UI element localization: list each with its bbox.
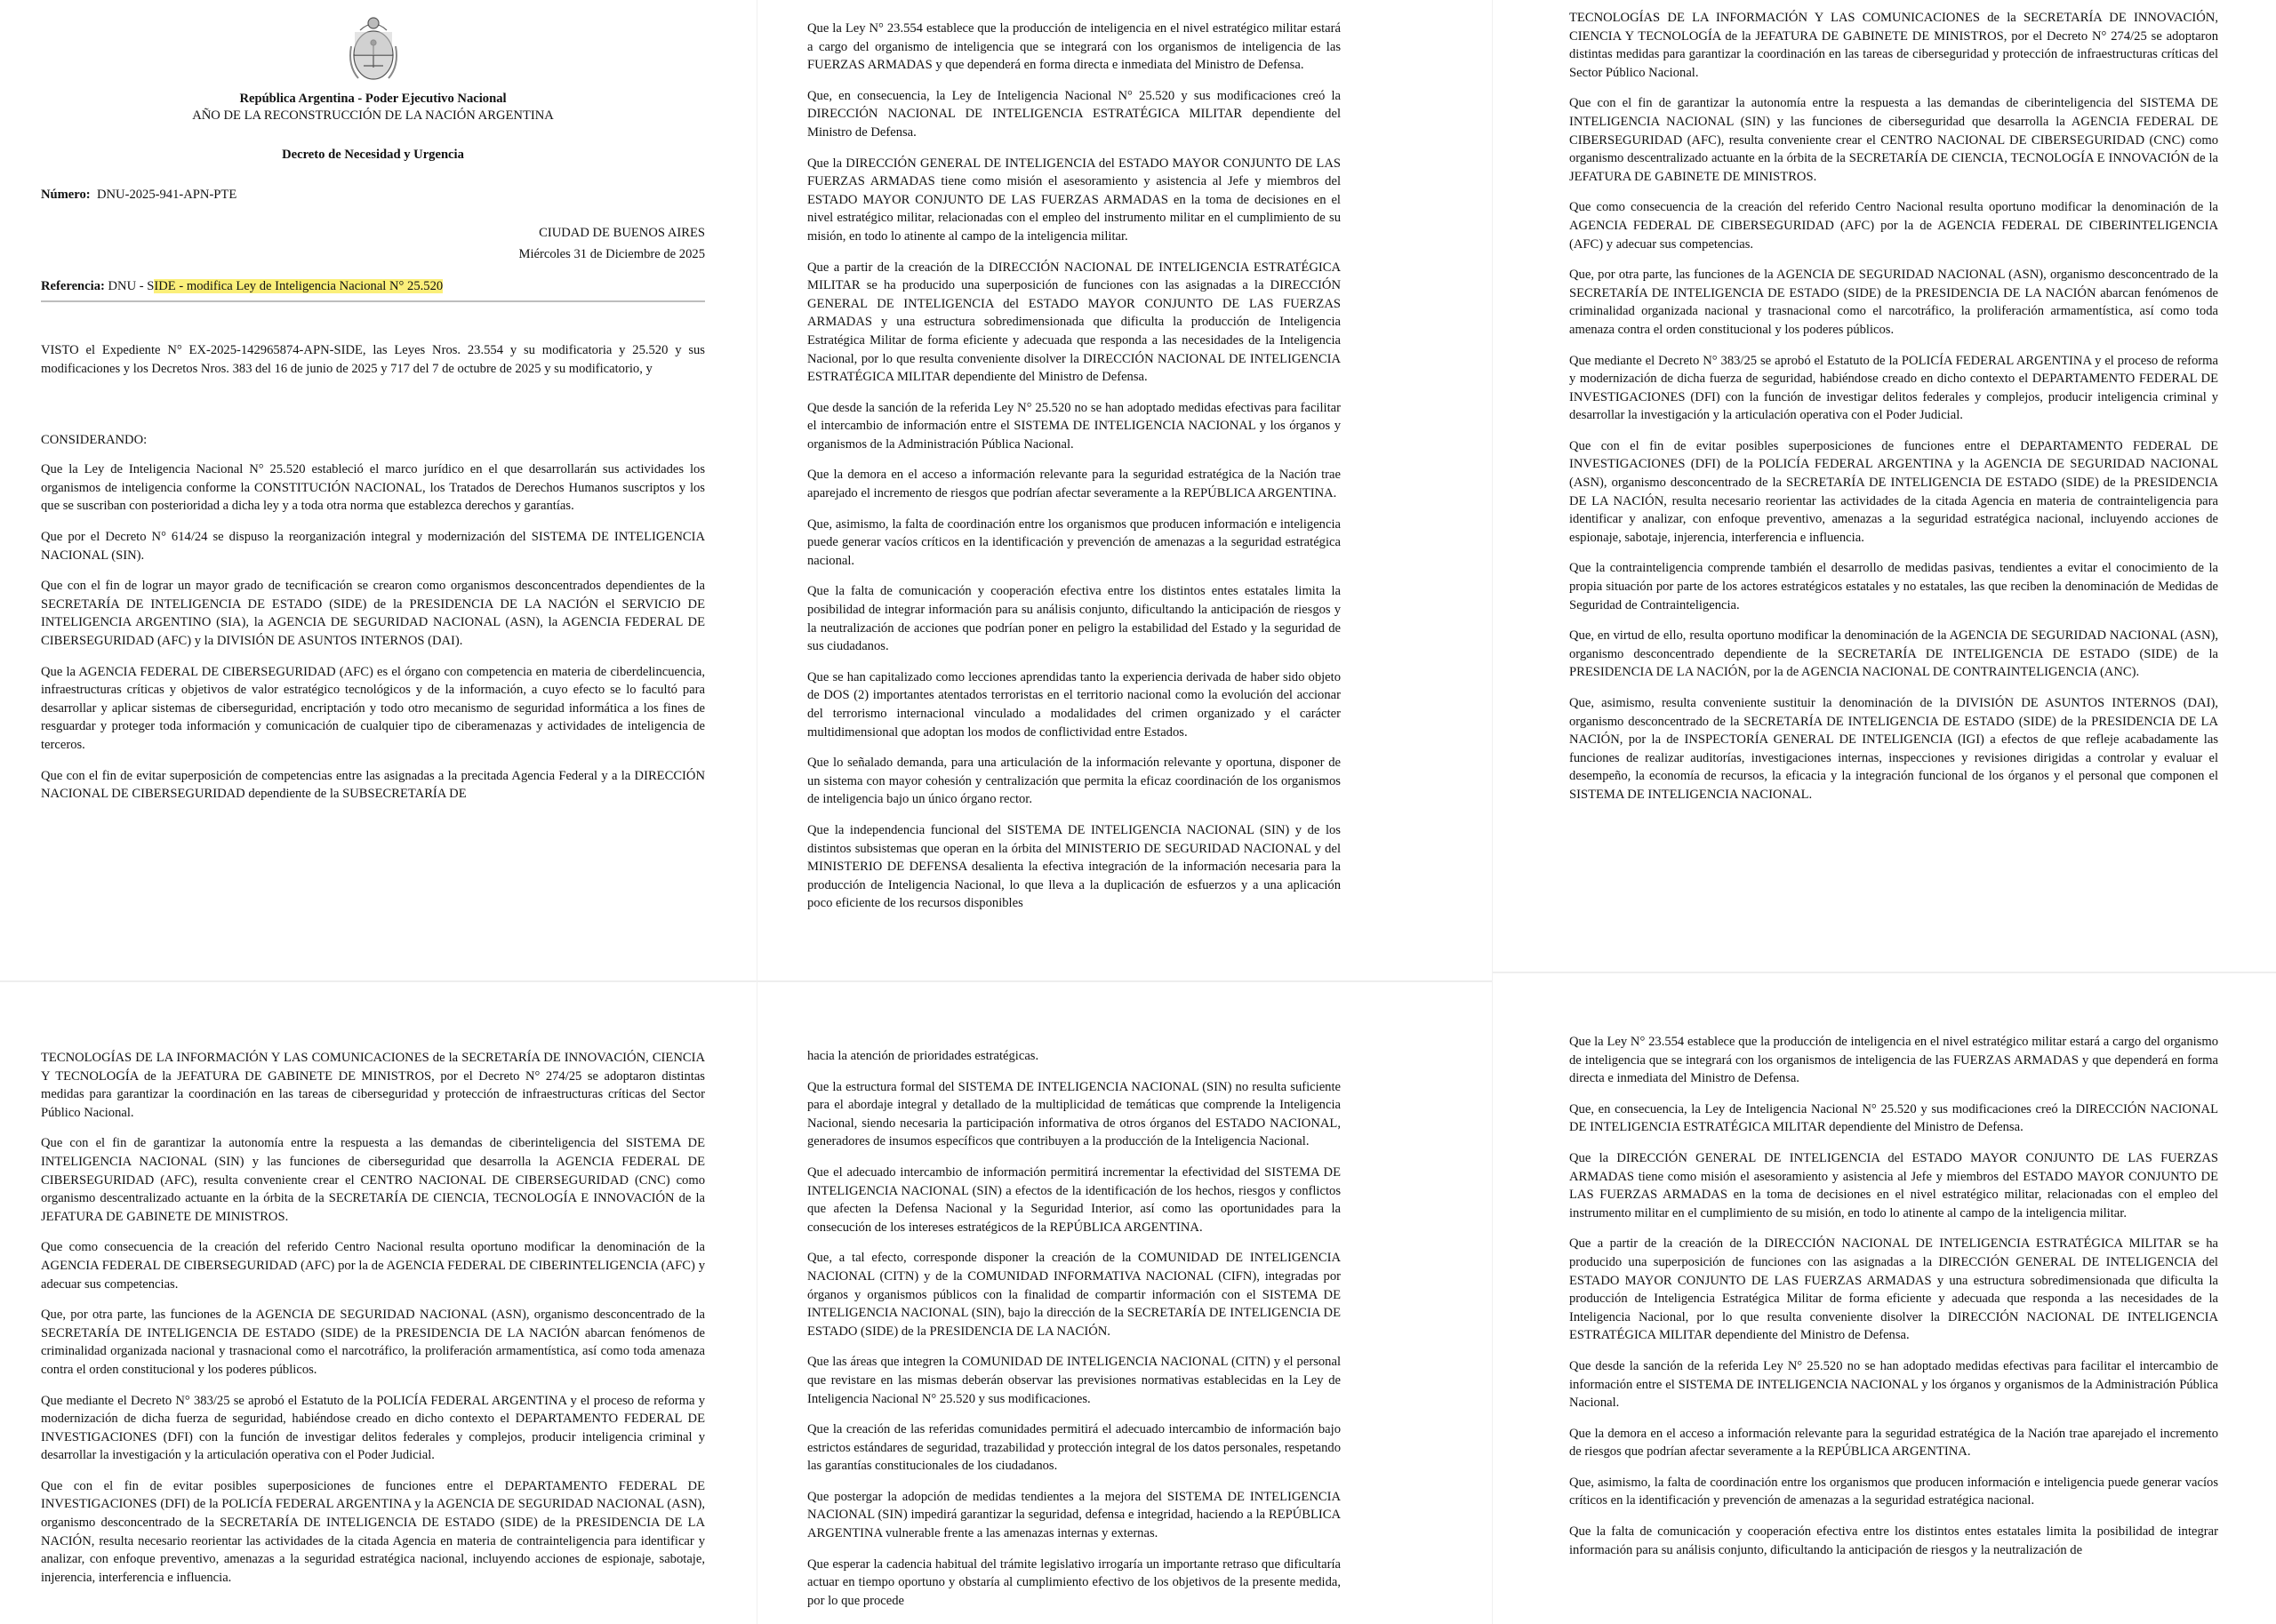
paragraph: Que la DIRECCIÓN GENERAL DE INTELIGENCIA del ESTADO MAYOR CONJUNTO DE LAS FUERZAS ARMADAS tiene como misión el asesoramiento y asistencia al Jefe y miembros del ESTADO MAYOR CONJUNTO DE LAS FUERZAS ARMADAS en la toma de decisiones en el nivel estratégico militar, relacionadas con el empleo del instrumento militar en el cumplimiento de su misión, en todo lo atinente al campo de la inteligencia militar.	[1569, 1150, 2218, 1220]
paragraph: hacia la atención de prioridades estratégicas.	[807, 1049, 1039, 1063]
paragraph: Que la independencia funcional del SISTEMA DE INTELIGENCIA NACIONAL (SIN) y de los distintos subsistemas que operan en la órbita del MINISTERIO DE SEGURIDAD NACIONAL y del MINISTERIO DE DEFENSA desalienta la efectiva integración de la información necesaria para la producción de Inteligencia Nacional, lo que lleva a la duplicación de esfuerzos y a una aplicación poco eficiente de los recursos disponibles	[807, 822, 1341, 911]
paragraph: Que la AGENCIA FEDERAL DE CIBERSEGURIDAD (AFC) es el órgano con competencia en materia de ciberdelincuencia, infraestructuras críticas y objetivos de valor estratégico tecnológicos y de la información, a cuyo efecto se lo facultó para desarrollar y aplicar sistemas de ciberseguridad, encriptación y todo otro mecanismo de seguridad informática a los fines de resguardar y proteger toda información y comunicación de cualquier tipo de ciberamenazas y actividades de inteligencia de terceros.	[41, 664, 705, 752]
paragraph: Que la DIRECCIÓN GENERAL DE INTELIGENCIA del ESTADO MAYOR CONJUNTO DE LAS FUERZAS ARMADAS tiene como misión el asesoramiento y asistencia al Jefe y miembros del ESTADO MAYOR CONJUNTO DE LAS FUERZAS ARMADAS en la toma de decisiones en el nivel estratégico militar, relacionadas con el empleo del instrumento militar en el cumplimiento de su misión, en todo lo atinente al campo de la inteligencia militar.	[807, 156, 1341, 244]
paragraph: Que, por otra parte, las funciones de la AGENCIA DE SEGURIDAD NACIONAL (ASN), organismo desconcentrado de la SECRETARÍA DE INTELIGENCIA DE ESTADO (SIDE) de la PRESIDENCIA DE LA NACIÓN abarcan fenómenos de criminalidad organizada nacional y trasnacional como el narcotráfico, la proliferación armamentística, así como toda amenaza contra el orden constitucional y los poderes públicos.	[41, 1308, 705, 1377]
ref-label: Referencia:	[41, 279, 105, 293]
document-city: CIUDAD DE BUENOS AIRES	[539, 226, 705, 240]
considerando-heading: CONSIDERANDO:	[41, 433, 148, 448]
page-divider	[1493, 972, 2276, 973]
paragraph: Que se han capitalizado como lecciones aprendidas tanto la experiencia derivada de haber sido objeto de DOS (2) importantes atentados terroristas en el territorio nacional como la evolución del accionar del terrorismo internacional vinculado a modalidades del crimen organizado y el carácter multidimensional que adoptan los modos de conflictividad entre Estados.	[807, 669, 1341, 740]
paragraph: TECNOLOGÍAS DE LA INFORMACIÓN Y LAS COMUNICACIONES de la SECRETARÍA DE INNOVACIÓN, CIENCIA Y TECNOLOGÍA de la JEFATURA DE GABINETE DE MINISTROS, por el Decreto N° 274/25 se adoptaron distintas medidas para garantizar la coordinación en las tareas de ciberseguridad y protección de infraestructuras críticas del Sector Público Nacional.	[41, 1051, 705, 1120]
paragraph: Que la creación de las referidas comunidades permitirá el adecuado intercambio de información bajo estrictos estándares de seguridad, trazabilidad y protección integral de los datos personales, respetando las garantías constitucionales de los ciudadanos.	[807, 1422, 1341, 1474]
paragraph: Que la estructura formal del SISTEMA DE INTELIGENCIA NACIONAL (SIN) no resulta suficiente para el abordaje integral y detallado de la multiplicidad de temáticas que comprende la Inteligencia Nacional, siendo necesaria la participación informativa de otros órganos del ESTADO NACIONAL, generadores de insumos específicos que contribuyen a la producción de la Inteligencia Nacional.	[807, 1079, 1341, 1149]
page-1	[0, 0, 757, 978]
paragraph: Que con el fin de evitar posibles superposiciones de funciones entre el DEPARTAMENTO FEDERAL DE INVESTIGACIONES (DFI) de la POLICÍA FEDERAL ARGENTINA y la AGENCIA DE SEGURIDAD NACIONAL (ASN), organismo desconcentrado de la SECRETARÍA DE INTELIGENCIA DE ESTADO (SIDE) de la PRESIDENCIA DE LA NACIÓN, resulta necesario reorientar las actividades de la citada Agencia en materia de contrainteligencia para identificar y analizar, con enfoque preventivo, amenazas a la seguridad estratégica nacional, incluyendo acciones de espionaje, sabotaje, injerencia, interferencia e influencia.	[41, 1478, 705, 1585]
argentina-coat-of-arms-icon	[346, 11, 401, 85]
paragraph: Que con el fin de garantizar la autonomía entre la respuesta a las demandas de ciberinteligencia del SISTEMA DE INTELIGENCIA NACIONAL (SIN) y las funciones de ciberseguridad que desarrolla la AGENCIA FEDERAL DE CIBERSEGURIDAD (AFC), resulta conveniente crear el CENTRO NACIONAL DE CIBERSEGURIDAD (CNC) como organismo descentralizado actuante en la órbita de la SECRETARÍA DE CIENCIA, TECNOLOGÍA E INNOVACIÓN de la JEFATURA DE GABINETE DE MINISTROS.	[41, 1136, 705, 1224]
numero-label: Número:	[41, 188, 91, 202]
paragraph: Que con el fin de garantizar la autonomía entre la respuesta a las demandas de ciberinteligencia del SISTEMA DE INTELIGENCIA NACIONAL (SIN) y las funciones de ciberseguridad que desarrolla la AGENCIA FEDERAL DE CIBERSEGURIDAD (AFC), resulta conveniente crear el CENTRO NACIONAL DE CIBERSEGURIDAD (CNC) como organismo descentralizado actuante en la órbita de la SECRETARÍA DE CIENCIA, TECNOLOGÍA E INNOVACIÓN de la JEFATURA DE GABINETE DE MINISTROS.	[1569, 96, 2218, 184]
document-number	[41, 188, 705, 203]
visto-paragraph: VISTO el Expediente N° EX-2025-142965874-APN-SIDE, las Leyes Nros. 23.554 y su modificatoria y 25.520 y sus modificaciones y los Decretos Nros. 383 del 16 de junio de 2025 y 717 del 7 de octubre de 2025 y su modificatorio, y	[41, 343, 705, 376]
paragraph: Que, en consecuencia, la Ley de Inteligencia Nacional N° 25.520 y sus modificaciones creó la DIRECCIÓN NACIONAL DE INTELIGENCIA ESTRATÉGICA MILITAR dependiente del Ministro de Defensa.	[1569, 1101, 2218, 1135]
paragraph: Que, asimismo, la falta de coordinación entre los organismos que producen información e inteligencia puede generar vacíos críticos en la identificación y prevención de amenazas a la seguridad estratégica nacional.	[807, 516, 1341, 568]
paragraph: Que, en virtud de ello, resulta oportuno modificar la denominación de la AGENCIA DE SEGURIDAD NACIONAL (ASN), organismo desconcentrado dependiente de la SECRETARÍA DE INTELIGENCIA DE ESTADO (SIDE) de la PRESIDENCIA DE LA NACIÓN, por la de AGENCIA NACIONAL DE CONTRAINTELIGENCIA (ANC).	[1569, 628, 2218, 680]
page-1-body	[41, 460, 705, 804]
paragraph: Que, en consecuencia, la Ley de Inteligencia Nacional N° 25.520 y sus modificaciones creó la DIRECCIÓN NACIONAL DE INTELIGENCIA ESTRATÉGICA MILITAR dependiente del Ministro de Defensa.	[807, 88, 1341, 140]
page-3	[1493, 0, 2276, 969]
paragraph: Que esperar la cadencia habitual del trámite legislativo irrogaría un importante retraso que dificultaría actuar en tiempo oportuno y obstaría al cumplimiento efectivo de los objetivos de la presente medida, por lo que procede	[807, 1556, 1341, 1608]
ref-highlight: IDE - modifica Ley de Inteligencia Nacional N° 25.520	[154, 279, 444, 293]
paragraph: Que con el fin de evitar posibles superposiciones de funciones entre el DEPARTAMENTO FEDERAL DE INVESTIGACIONES (DFI) de la POLICÍA FEDERAL ARGENTINA y la AGENCIA DE SEGURIDAD NACIONAL (ASN), organismo desconcentrado de la SECRETARÍA DE INTELIGENCIA DE ESTADO (SIDE) de la PRESIDENCIA DE LA NACIÓN, resulta necesario reorientar las actividades de la citada Agencia en materia de contrainteligencia para identificar y analizar, con enfoque preventivo, amenazas a la seguridad estratégica nacional, incluyendo acciones de espionaje, sabotaje, injerencia, interferencia e influencia.	[1569, 438, 2218, 545]
paragraph: Que el adecuado intercambio de información permitirá incrementar la efectividad del SISTEMA DE INTELIGENCIA NACIONAL (SIN) a efectos de la identificación de los hechos, riesgos y conflictos que afecten la Defensa Nacional y la Seguridad Interior, así como las oportunidades para la consecución de los intereses estratégicos de la REPÚBLICA ARGENTINA.	[807, 1164, 1341, 1235]
paragraph: Que la falta de comunicación y cooperación efectiva entre los distintos entes estatales limita la posibilidad de integrar información para su análisis conjunto, dificultando la anticipación de riesgos y la neutralización de acciones que podrían poner en peligro la estabilidad del Estado y la seguridad de sus ciudadanos.	[807, 584, 1341, 654]
page-6	[1493, 974, 2276, 1624]
document-reference	[41, 279, 705, 302]
paragraph: Que como consecuencia de la creación del referido Centro Nacional resulta oportuno modificar la denominación de la AGENCIA FEDERAL DE CIBERSEGURIDAD (AFC) por la de AGENCIA FEDERAL DE CIBERINTELIGENCIA (AFC) y adecuar sus competencias.	[1569, 200, 2218, 252]
paragraph: Que, por otra parte, las funciones de la AGENCIA DE SEGURIDAD NACIONAL (ASN), organismo desconcentrado de la SECRETARÍA DE INTELIGENCIA DE ESTADO (SIDE) de la PRESIDENCIA DE LA NACIÓN abarcan fenómenos de criminalidad organizada nacional y trasnacional como el narcotráfico, la proliferación armamentística, así como toda amenaza contra el orden constitucional y los poderes públicos.	[1569, 268, 2218, 337]
document-title: Decreto de Necesidad y Urgencia	[282, 148, 464, 162]
paragraph: Que, asimismo, resulta conveniente sustituir la denominación de la DIVISIÓN DE ASUNTOS INTERNOS (DAI), organismo desconcentrado de la SECRETARÍA DE INTELIGENCIA DE ESTADO (SIDE) de la PRESIDENCIA DE LA NACIÓN, por la de INSPECTORÍA GENERAL DE INTELIGENCIA (IGI) a efectos de que refleje acabadamente las funciones de realizar auditorías, investigaciones internas, inspecciones y revisiones dirigidas a controlar y evaluar el desempeño, la economía de recursos, la eficacia y la integración funcional de los órganos y el personal que componen el SISTEMA DE INTELIGENCIA NACIONAL.	[1569, 696, 2218, 802]
paragraph: Que la Ley N° 23.554 establece que la producción de inteligencia en el nivel estratégico militar estará a cargo del organismo de inteligencia que se integrará con los organismos de inteligencia de las FUERZAS ARMADAS y que dependerá en forma directa e inmediata del Ministro de Defensa.	[1569, 1035, 2218, 1086]
paragraph: Que desde la sanción de la referida Ley N° 25.520 no se han adoptado medidas efectivas para facilitar el intercambio de información entre el SISTEMA DE INTELIGENCIA NACIONAL y los órganos y organismos de la Administración Pública Nacional.	[1569, 1358, 2218, 1411]
paragraph: Que postergar la adopción de medidas tendientes a la mejora del SISTEMA DE INTELIGENCIA NACIONAL (SIN) impedirá garantizar la seguridad, defensa e integridad, haciendo a la REPÚBLICA ARGENTINA vulnerable frente a las amenazas internas y externas.	[807, 1489, 1341, 1541]
page-4	[0, 983, 757, 1624]
paragraph: Que con el fin de evitar superposición de competencias entre las asignadas a la precitada Agencia Federal y a la DIRECCIÓN NACIONAL DE CIBERSEGURIDAD dependiente de la SUBSECRETARÍA DE	[41, 768, 705, 802]
paragraph: Que mediante el Decreto N° 383/25 se aprobó el Estatuto de la POLICÍA FEDERAL ARGENTINA y el proceso de reforma y modernización de dicha fuerza de seguridad, habiéndose creado en dicho contexto el DEPARTAMENTO FEDERAL DE INVESTIGACIONES (DFI) con la función de investigar delitos federales y complejos, producir inteligencia criminal y desarrollar la investigación y la articulación operativa con el Poder Judicial.	[1569, 353, 2218, 423]
page-5	[757, 983, 1492, 1624]
paragraph: Que con el fin de lograr un mayor grado de tecnificación se crearon como organismos desconcentrados dependientes de la SECRETARÍA DE INTELIGENCIA DE ESTADO (SIDE) de la PRESIDENCIA DE LA NACIÓN el SERVICIO DE INTELIGENCIA ARGENTINO (SIA), la AGENCIA DE SEGURIDAD NACIONAL (ASN), la AGENCIA FEDERAL DE CIBERSEGURIDAD (AFC) y la DIVISIÓN DE ASUNTOS INTERNOS (DAI).	[41, 579, 705, 648]
paragraph: TECNOLOGÍAS DE LA INFORMACIÓN Y LAS COMUNICACIONES de la SECRETARÍA DE INNOVACIÓN, CIENCIA Y TECNOLOGÍA de la JEFATURA DE GABINETE DE MINISTROS, por el Decreto N° 274/25 se adoptaron distintas medidas para garantizar la coordinación en las tareas de ciberseguridad y protección de infraestructuras críticas del Sector Público Nacional.	[1569, 11, 2218, 80]
document-date: Miércoles 31 de Diciembre de 2025	[518, 247, 705, 261]
ref-prefix: DNU - S	[108, 279, 155, 293]
header-year-motto: AÑO DE LA RECONSTRUCCIÓN DE LA NACIÓN ARGENTINA	[192, 108, 554, 123]
paragraph: Que la contrainteligencia comprende también el desarrollo de medidas pasivas, tendientes a evitar el conocimiento de la propia situación por parte de los actores estratégicos estatales y no estatales, las que reciben la denominación de Medidas de Seguridad de Contrainteligencia.	[1569, 561, 2218, 612]
numero-value: DNU-2025-941-APN-PTE	[96, 188, 237, 202]
paragraph: Que desde la sanción de la referida Ley N° 25.520 no se han adoptado medidas efectivas para facilitar el intercambio de información entre el SISTEMA DE INTELIGENCIA NACIONAL y los órganos y organismos de la Administración Pública Nacional.	[807, 400, 1341, 452]
paragraph: Que a partir de la creación de la DIRECCIÓN NACIONAL DE INTELIGENCIA ESTRATÉGICA MILITAR se ha producido una superposición de funciones con las asignadas a la DIRECCIÓN GENERAL DE INTELIGENCIA del ESTADO MAYOR CONJUNTO DE LAS FUERZAS ARMADAS y una estructura sobredimensionada que dificulta la producción de Inteligencia Estratégica Militar de forma eficiente y adecuada que responda a las necesidades de la Inteligencia Nacional, por lo que resulta conveniente disolver la DIRECCIÓN NACIONAL DE INTELIGENCIA ESTRATÉGICA MILITAR dependiente del Ministro de Defensa.	[807, 260, 1341, 385]
page-divider	[0, 980, 757, 982]
paragraph: Que la falta de comunicación y cooperación efectiva entre los distintos entes estatales limita la posibilidad de integrar información para su análisis conjunto, dificultando la anticipación de riesgos y la neutralización de	[1569, 1524, 2218, 1557]
page-2	[757, 0, 1492, 978]
paragraph: Que, asimismo, la falta de coordinación entre los organismos que producen información e inteligencia puede generar vacíos críticos en la identificación y prevención de amenazas a la seguridad estratégica nacional.	[1569, 1475, 2218, 1508]
paragraph: Que por el Decreto N° 614/24 se dispuso la reorganización integral y modernización del SISTEMA DE INTELIGENCIA NACIONAL (SIN).	[41, 529, 705, 563]
paragraph: Que la Ley N° 23.554 establece que la producción de inteligencia en el nivel estratégico militar estará a cargo del organismo de inteligencia que se integrará con los organismos de inteligencia de las FUERZAS ARMADAS y que dependerá en forma directa e inmediata del Ministro de Defensa.	[807, 21, 1341, 73]
paragraph: Que las áreas que integren la COMUNIDAD DE INTELIGENCIA NACIONAL (CITN) y el personal que revistare en las mismas deberán observar las previsiones normativas establecidas en la Ley de Inteligencia Nacional N° 25.520 y sus modificaciones.	[807, 1355, 1341, 1406]
paragraph: Que la demora en el acceso a información relevante para la seguridad estratégica de la Nación trae aparejado el incremento de riesgos que podrían afectar severamente a la REPÚBLICA ARGENTINA.	[807, 468, 1341, 501]
paragraph: Que mediante el Decreto N° 383/25 se aprobó el Estatuto de la POLICÍA FEDERAL ARGENTINA y el proceso de reforma y modernización de dicha fuerza de seguridad, habiéndose creado en dicho contexto el DEPARTAMENTO FEDERAL DE INVESTIGACIONES (DFI) con la función de investigar delitos federales y complejos, producir inteligencia criminal y desarrollar la investigación y la articulación operativa con el Poder Judicial.	[41, 1393, 705, 1463]
paragraph: Que a partir de la creación de la DIRECCIÓN NACIONAL DE INTELIGENCIA ESTRATÉGICA MILITAR se ha producido una superposición de funciones con las asignadas a la DIRECCIÓN GENERAL DE INTELIGENCIA del ESTADO MAYOR CONJUNTO DE LAS FUERZAS ARMADAS y una estructura sobredimensionada que dificulta la producción de Inteligencia Estratégica Militar de forma eficiente y adecuada que responda a las necesidades de la Inteligencia Nacional, por lo que resulta conveniente disolver la DIRECCIÓN NACIONAL DE INTELIGENCIA ESTRATÉGICA MILITAR dependiente del Ministro de Defensa.	[1569, 1236, 2218, 1343]
paragraph: Que la demora en el acceso a información relevante para la seguridad estratégica de la Nación trae aparejado el incremento de riesgos que podrían afectar severamente a la REPÚBLICA ARGENTINA.	[1569, 1426, 2218, 1460]
paragraph: Que como consecuencia de la creación del referido Centro Nacional resulta oportuno modificar la denominación de la AGENCIA FEDERAL DE CIBERSEGURIDAD (AFC) por la de AGENCIA FEDERAL DE CIBERINTELIGENCIA (AFC) y adecuar sus competencias.	[41, 1240, 705, 1292]
page-divider	[757, 980, 1492, 982]
paragraph: Que la Ley de Inteligencia Nacional N° 25.520 estableció el marco jurídico en el que desarrollarán sus actividades los organismos de inteligencia conforme la CONSTITUCIÓN NACIONAL, los Tratados de Derechos Humanos suscriptos y los que se suscriban con posterioridad a dicha ley y a toda otra norma que establezca derechos y garantías.	[41, 462, 705, 514]
paragraph: Que lo señalado demanda, para una articulación de la información relevante y oportuna, disponer de un sistema con mayor cohesión y centralización que permita la eficaz coordinación de los organismos de inteligencia bajo un único órgano rector.	[807, 756, 1341, 807]
paragraph: Que, a tal efecto, corresponde disponer la creación de la COMUNIDAD DE INTELIGENCIA NACIONAL (CITN) y de la COMUNIDAD INFORMATIVA NACIONAL (CIFN), integradas por órganos y organismos públicos con la finalidad de compartir información con el SISTEMA DE INTELIGENCIA NACIONAL (SIN), bajo la dirección de la SECRETARÍA DE INTELIGENCIA DE ESTADO (SIDE) de la PRESIDENCIA DE LA NACIÓN.	[807, 1251, 1341, 1339]
header-republica: República Argentina - Poder Ejecutivo Nacional	[239, 92, 507, 106]
